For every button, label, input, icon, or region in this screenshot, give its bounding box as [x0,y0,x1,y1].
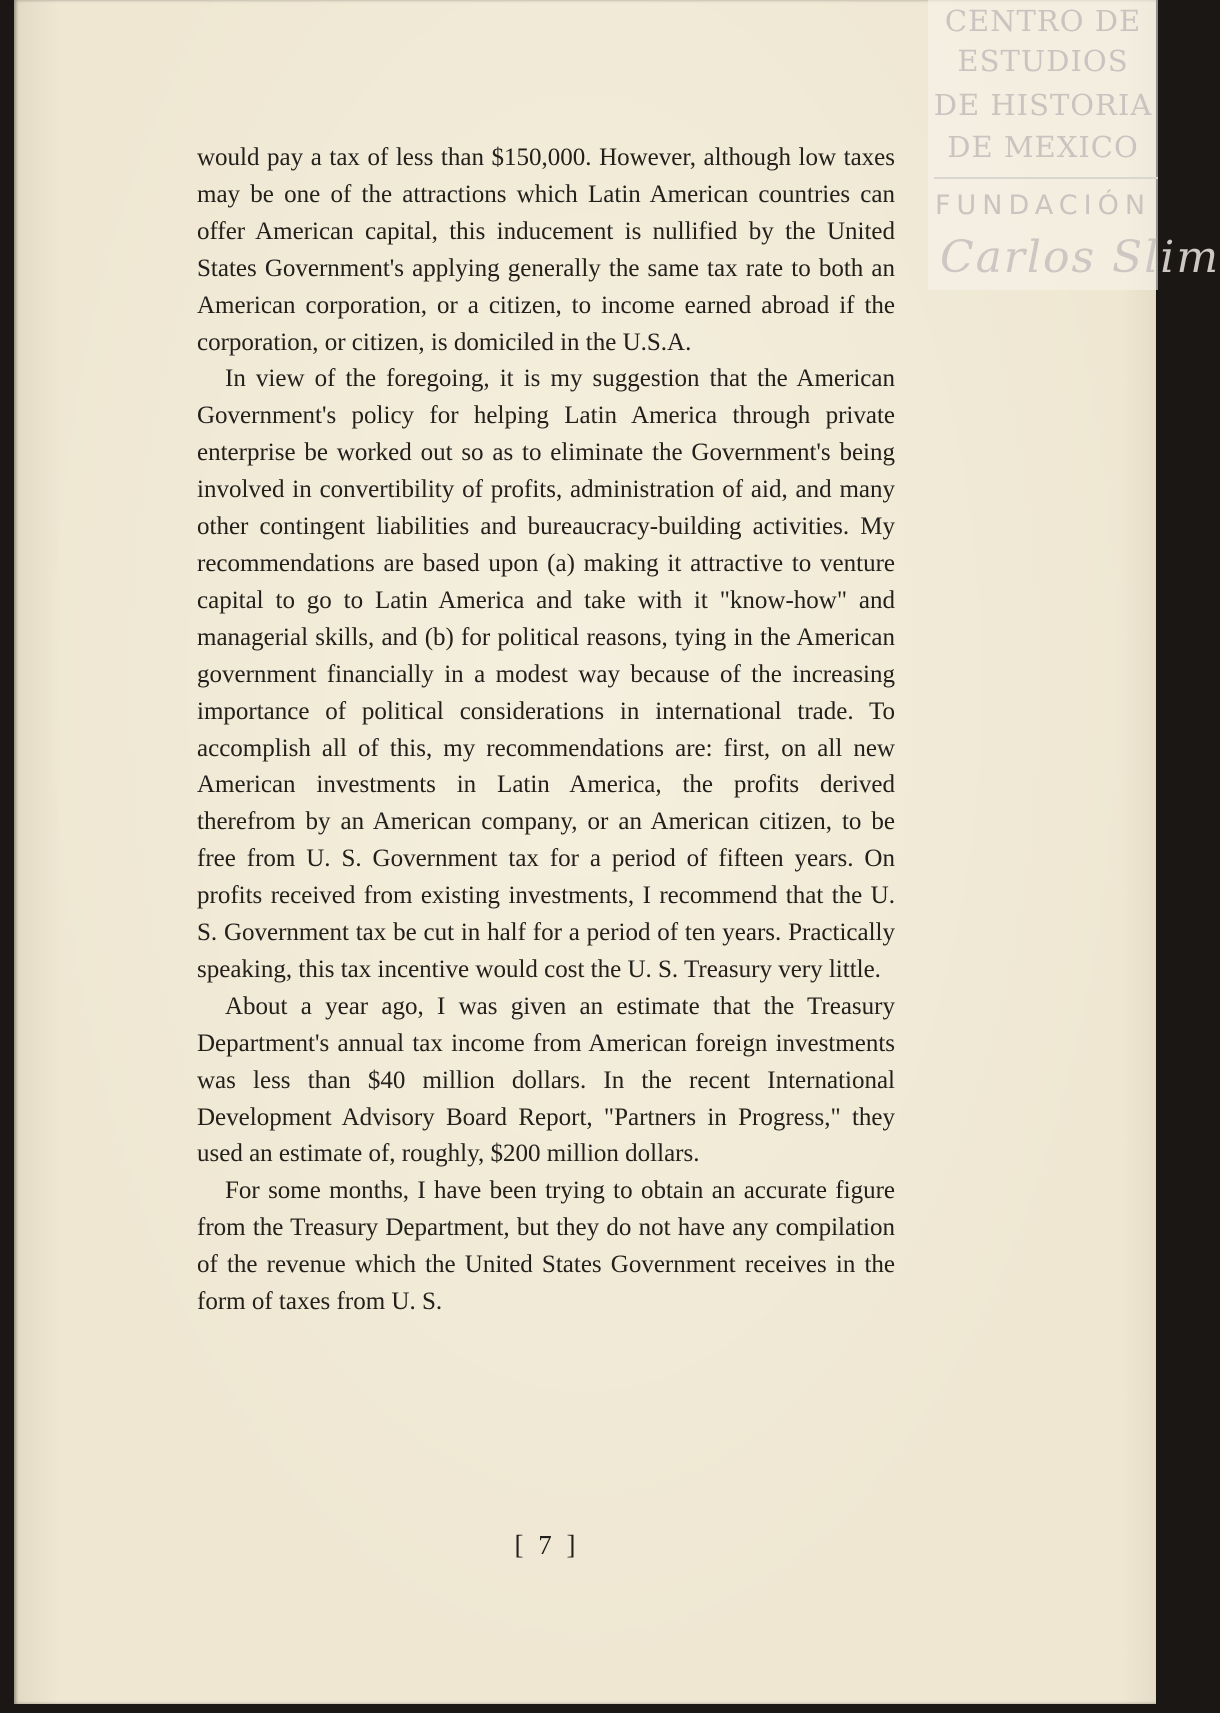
body-text [197,140,895,1321]
archive-watermark [928,0,1220,290]
watermark-line-1: CENTRO DE [944,4,1142,38]
paragraph-1: would pay a tax of less than $150,000. However, although low taxes may be one of the attractions which Latin American countries can offer American capital, this inducement is nullified by the United States Government's applying generally the same tax rate to both an American corporation, or a citizen, to income earned abroad if the corporation, or citizen, is domiciled in the U.S.A. [197,144,895,356]
watermark-signature: Carlos Slim [940,232,1220,283]
page-number: [ 7 ] [514,1530,580,1560]
paragraph-3: About a year ago, I was given an estimate that the Treasury Department's annual tax income from American foreign investments was less than $40 million dollars. In the recent International Development Advisory Board Report, "Partners in Progress," they used an estimate of, roughly, $200 million dollars. [197,992,895,1168]
watermark-line-2: ESTUDIOS [957,44,1129,78]
paragraph-4: For some months, I have been trying to obtain an accurate figure from the Treasury Department, but they do not have any compilation of the revenue which the United States Government receives in the form of taxes from U. S. [197,1177,895,1316]
watermark-divider [934,177,1158,179]
paragraph-2: In view of the foregoing, it is my suggestion that the American Government's policy for helping Latin America through private enterprise be worked out so as to eliminate the Government's being involved in convertibility of profits, administration of aid, and many other contingent liabilities and bureaucracy-building activities. My recommendations are based upon (a) making it attractive to venture capital to go to Latin America and take with it "know-how" and managerial skills, and (b) for political reasons, tying in the American government financially in a modest way because of the increasing importance of political considerations in international trade. To accomplish all of this, my recommendations are: first, on all new American investments in Latin America, the profits derived therefrom by an American company, or an American citizen, to be free from U. S. Government tax for a period of fifteen years. On profits received from existing investments, I recommend that the U. S. Government tax be cut in half for a period of ten years. Practically speaking, this tax incentive would cost the U. S. Treasury very little. [197,365,895,983]
watermark-foundation: FUNDACIÓN [934,190,1152,221]
watermark-line-3: DE HISTORIA [933,88,1153,122]
watermark-line-4: DE MEXICO [947,130,1139,164]
